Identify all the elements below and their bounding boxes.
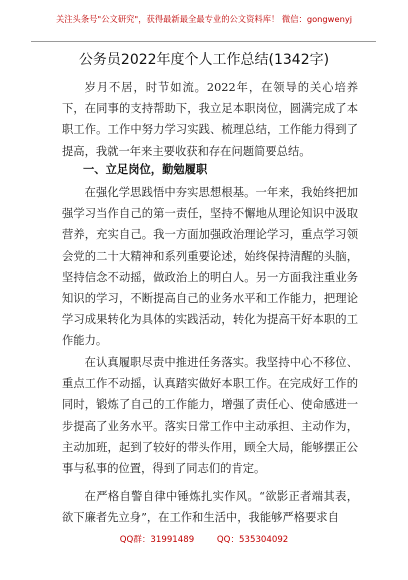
footer-qq: QQ：535304092: [216, 535, 289, 545]
body-paragraph: 在认真履职尽责中推进任务落实。我坚持中心不移位、重点工作不动摇，认真踏实做好本职工作。在完成好工作的同时，锻炼了自己的工作能力，增强了责任心、使命感进一步提高了业务水平。落实日常工作中主动承担、主动作为，主动加班，起到了较好的带头作用，顾全大局，能够摆正公事与私事的位置，得到了同志们的肯定。: [62, 356, 358, 476]
section-heading: 一、立足岗位，勤勉履职: [83, 163, 208, 176]
header-divider: [31, 41, 376, 42]
footer-qq-group: QQ群：31991489: [119, 535, 195, 545]
intro-paragraph: 岁月不居，时节如流。2022年，在领导的关心培养下，在同事的支持帮助下，我立足本职岗位，圆满完成了本职工作。工作中努力学习实践、梳理总结，工作能力得到了提高，我就一年来主要收获和存在问题简要总结。: [62, 81, 358, 158]
footer-contact: [0, 533, 408, 545]
body-paragraph: 在严格自警自律中锤炼扎实作风。“欲影正者端其表，欲下廉者先立身”，在工作和生活中，我能够严格要求自: [62, 490, 358, 525]
header-banner: 关注头条号"公文研究"，获得最新最全最专业的公文资料库！ 微信：gongwenyj: [55, 14, 353, 24]
body-paragraph: 在强化学思践悟中夯实思想根基。一年来，我始终把加强学习当作自己的第一责任，坚持不懈地从理论知识中汲取营养，充实自己。我一方面加强政治理论学习，重点学习领会党的二十大精神和系列重要论述，始终保持清醒的头脑，坚持信念不动摇，做政治上的明白人。另一方面我注重业务知识的学习，不断提高自己的业务水平和工作能力，把理论学习成果转化为具体的实践活动，转化为提高干好本职的工作能力。: [62, 186, 358, 348]
document-title: 公务员2022年度个人工作总结(1342字): [78, 52, 330, 68]
